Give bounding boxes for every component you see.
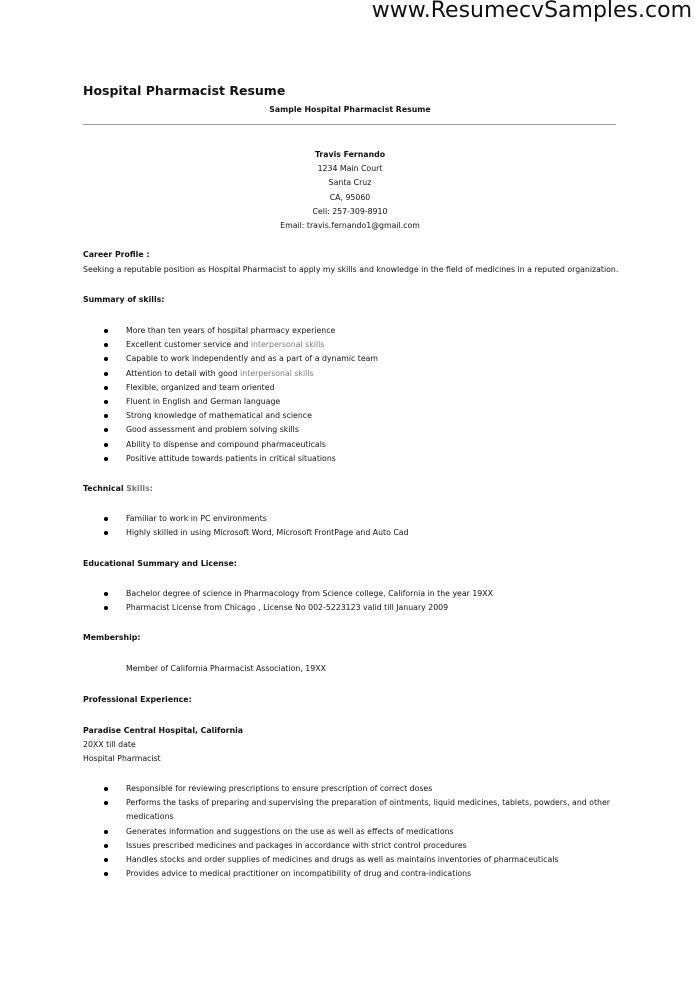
list-item: Pharmacist License from Chicago , License No 002-5223123 valid till January 2009 bbox=[0, 601, 493, 615]
skill-text: Fluent in English and German language bbox=[126, 396, 281, 406]
skill-text: Excellent customer service and bbox=[126, 340, 251, 350]
career-text: Seeking a reputable position as Hospital Pharmacist to apply my skills and knowledge in the field of medicines in a reputed organization. bbox=[83, 265, 619, 274]
city: Santa Cruz bbox=[328, 178, 372, 188]
skill-text: Good assessment and problem solving skills bbox=[126, 425, 299, 435]
skill-text: More than ten years of hospital pharmacy experience bbox=[126, 326, 336, 335]
page-title: Hospital Pharmacist Resume bbox=[83, 83, 286, 98]
skills-heading: Summary of skills: bbox=[83, 295, 165, 304]
job-role: Hospital Pharmacist bbox=[83, 754, 161, 764]
education-heading: Educational Summary and License: bbox=[83, 559, 237, 568]
list-item: Bachelor degree of science in Pharmacology from Science college, California in the year 19XX bbox=[0, 587, 493, 601]
skill-text: Attention to detail with good bbox=[126, 368, 241, 378]
list-item: Responsible for reviewing prescriptions to ensure prescription of correct doses bbox=[0, 782, 611, 796]
list-item bbox=[0, 381, 378, 395]
list-item bbox=[0, 423, 378, 437]
membership-text: Member of California Pharmacist Association, 19XX bbox=[126, 664, 326, 673]
experience-heading: Professional Experience: bbox=[83, 695, 192, 704]
list-item bbox=[0, 409, 378, 423]
list-item: Generates information and suggestions on the use as well as effects of medications bbox=[0, 825, 611, 839]
list-item: Familiar to work in PC environments bbox=[0, 512, 409, 526]
education-list bbox=[0, 587, 493, 615]
list-item: Highly skilled in using Microsoft Word, Microsoft FrontPage and Auto Cad bbox=[0, 526, 409, 540]
list-item bbox=[0, 395, 378, 409]
email: Email: travis.fernando1@gmail.com bbox=[280, 220, 420, 230]
employer: Paradise Central Hospital, California bbox=[83, 726, 244, 735]
skill-text: Capable to work independently and as a part of a dynamic team bbox=[126, 354, 379, 364]
state-zip: CA, 95060 bbox=[329, 192, 371, 202]
list-item bbox=[0, 338, 378, 352]
subtitle: Sample Hospital Pharmacist Resume bbox=[269, 105, 431, 114]
address: 1234 Main Court bbox=[317, 164, 383, 174]
skill-text-grey: interpersonal skills bbox=[240, 368, 314, 378]
list-item bbox=[0, 438, 378, 452]
skills-list bbox=[0, 324, 378, 466]
technical-heading bbox=[83, 484, 153, 493]
candidate-name: Travis Fernando bbox=[314, 150, 386, 159]
contact-block bbox=[0, 148, 700, 233]
technical-list bbox=[0, 512, 409, 540]
skill-text: Ability to dispense and compound pharmaceuticals bbox=[126, 439, 326, 449]
skill-text: Strong knowledge of mathematical and science bbox=[126, 411, 312, 421]
list-item: Issues prescribed medicines and packages in accordance with strict control procedures bbox=[0, 839, 611, 853]
technical-heading-grey: Skills: bbox=[126, 484, 153, 493]
site-watermark: www.ResumecvSamples.com bbox=[371, 0, 692, 23]
career-heading: Career Profile : bbox=[83, 250, 150, 259]
list-item: Provides advice to medical practitioner on incompatibility of drug and contra-indications bbox=[0, 867, 611, 881]
divider bbox=[83, 124, 616, 125]
cell: Cell: 257-309-8910 bbox=[312, 206, 388, 216]
skill-text-grey: interpersonal skills bbox=[250, 340, 325, 350]
experience-list bbox=[0, 782, 611, 881]
technical-heading-text: Technical bbox=[83, 484, 127, 493]
list-item: Performs the tasks of preparing and supervising the preparation of ointments, liquid medicines, tablets, powders, and other medications bbox=[0, 796, 611, 824]
list-item: Handles stocks and order supplies of medicines and drugs as well as maintains inventories of pharmaceuticals bbox=[0, 853, 611, 867]
skill-text: Flexible, organized and team oriented bbox=[126, 382, 275, 392]
job-details bbox=[83, 724, 243, 767]
membership-heading: Membership: bbox=[83, 633, 141, 642]
list-item bbox=[0, 352, 378, 366]
skill-text: Positive attitude towards patients in critical situations bbox=[126, 453, 336, 463]
list-item bbox=[0, 452, 378, 466]
list-item bbox=[0, 324, 378, 338]
list-item bbox=[0, 367, 378, 381]
job-dates: 20XX till date bbox=[83, 740, 136, 750]
